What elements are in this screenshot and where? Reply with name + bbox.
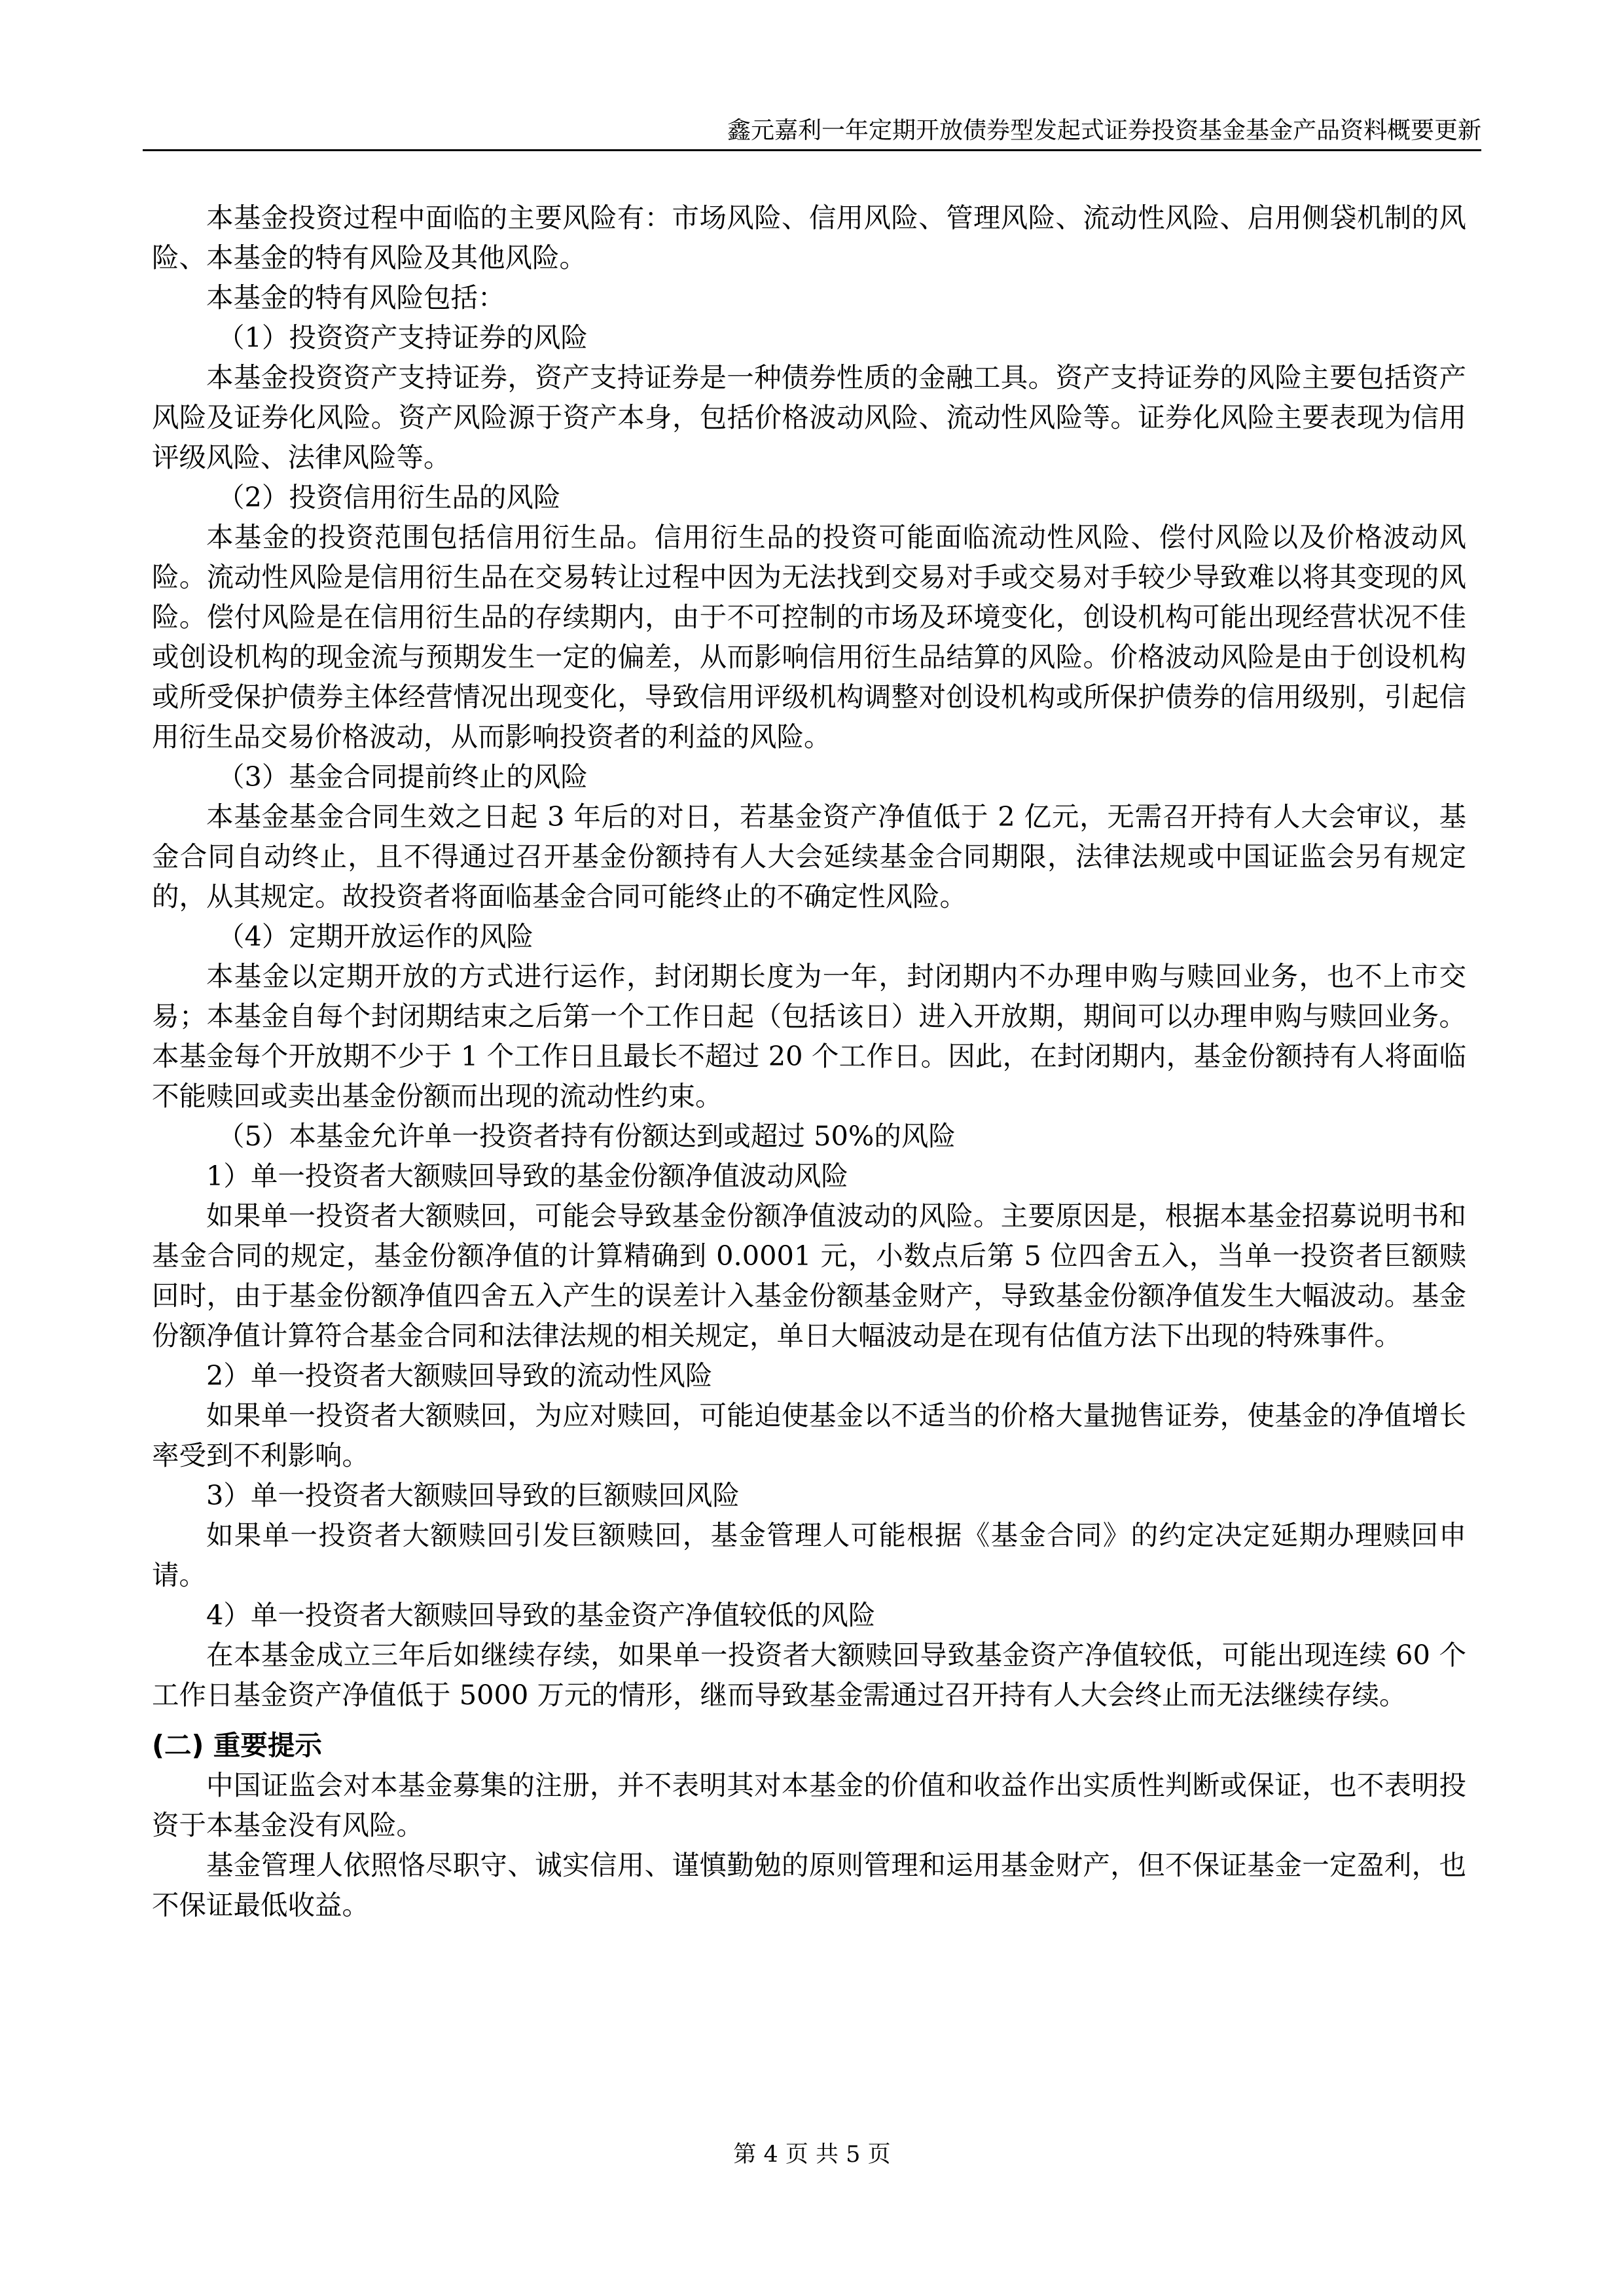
subheading-early-termination-risk: （3）基金合同提前终止的风险 <box>217 761 588 793</box>
subheading-abs-risk: （1）投资资产支持证券的风险 <box>217 321 588 353</box>
subheading-single-investor-risk: （5）本基金允许单一投资者持有份额达到或超过 50%的风险 <box>217 1120 956 1152</box>
page-number: 第 4 页 共 5 页 <box>733 2142 891 2168</box>
subheading-low-nav-risk: 4）单一投资者大额赎回导致的基金资产净值较低的风险 <box>206 1599 876 1631</box>
paragraph-nav-volatility: 如果单一投资者大额赎回，可能会导致基金份额净值波动的风险。主要原因是，根据本基金招募说明书和基金合同的规定，基金份额净值的计算精确到 0.0001 元，小数点后第 5 位四舍五入，当单一投资者巨额赎回时，由于基金份额净值四舍五入产生的误差计入基金份额基金财产，导致基金份额净值发生大幅波动。基金份额净值计算符合基金合同和法律法规的相关规定，单日大幅波动是在现有估值方法下出现的特殊事件。 <box>152 1200 1466 1352</box>
subheading-periodic-open-risk: （4）定期开放运作的风险 <box>217 920 533 952</box>
section-heading-important-notice: (二) 重要提示 <box>152 1729 322 1761</box>
running-header: 鑫元嘉利一年定期开放债券型发起式证券投资基金基金产品资料概要更新 <box>143 113 1481 151</box>
paragraph-main-risks: 本基金投资过程中面临的主要风险有：市场风险、信用风险、管理风险、流动性风险、启用侧袋机制的风险、本基金的特有风险及其他风险。 <box>152 202 1466 274</box>
paragraph-low-nav-risk: 在本基金成立三年后如继续存续，如果单一投资者大额赎回导致基金资产净值较低，可能出现连续 60 个工作日基金资产净值低于 5000 万元的情形，继而导致基金需通过召开持有人大会终止而无法继续存续。 <box>152 1639 1466 1711</box>
subheading-liquidity-risk: 2）单一投资者大额赎回导致的流动性风险 <box>206 1359 713 1391</box>
paragraph-early-termination-risk: 本基金基金合同生效之日起 3 年后的对日，若基金资产净值低于 2 亿元，无需召开持有人大会审议，基金合同自动终止，且不得通过召开基金份额持有人大会延续基金合同期限，法律法规或中国证监会另有规定的，从其规定。故投资者将面临基金合同可能终止的不确定性风险。 <box>152 800 1466 912</box>
subheading-nav-volatility: 1）单一投资者大额赎回导致的基金份额净值波动风险 <box>206 1160 848 1192</box>
paragraph-credit-derivative-risk: 本基金的投资范围包括信用衍生品。信用衍生品的投资可能面临流动性风险、偿付风险以及价格波动风险。流动性风险是信用衍生品在交易转让过程中因为无法找到交易对手或交易对手较少导致难以将其变现的风险。偿付风险是在信用衍生品的存续期内，由于不可控制的市场及环境变化，创设机构可能出现经营状况不佳或创设机构的现金流与预期发生一定的偏差，从而影响信用衍生品结算的风险。价格波动风险是由于创设机构或所受保护债券主体经营情况出现变化，导致信用评级机构调整对创设机构或所保护债券的信用级别，引起信用衍生品交易价格波动，从而影响投资者的利益的风险。 <box>152 521 1466 753</box>
paragraph-large-redemption-risk: 如果单一投资者大额赎回引发巨额赎回，基金管理人可能根据《基金合同》的约定决定延期办理赎回申请。 <box>152 1519 1466 1591</box>
paragraph-csrc-notice: 中国证监会对本基金募集的注册，并不表明其对本基金的价值和收益作出实质性判断或保证，也不表明投资于本基金没有风险。 <box>152 1769 1466 1841</box>
document-body <box>152 198 1466 1925</box>
paragraph-abs-risk: 本基金投资资产支持证券，资产支持证券是一种债券性质的金融工具。资产支持证券的风险主要包括资产风险及证券化风险。资产风险源于资产本身，包括价格波动风险、流动性风险等。证券化风险主要表现为信用评级风险、法律风险等。 <box>152 361 1466 473</box>
paragraph-liquidity-risk: 如果单一投资者大额赎回，为应对赎回，可能迫使基金以不适当的价格大量抛售证券，使基金的净值增长率受到不利影响。 <box>152 1399 1466 1471</box>
paragraph-manager-notice: 基金管理人依照恪尽职守、诚实信用、谨慎勤勉的原则管理和运用基金财产，但不保证基金一定盈利，也不保证最低收益。 <box>152 1849 1466 1921</box>
paragraph-periodic-open-risk: 本基金以定期开放的方式进行运作，封闭期长度为一年，封闭期内不办理申购与赎回业务，也不上市交易；本基金自每个封闭期结束之后第一个工作日起（包括该日）进入开放期，期间可以办理申购与赎回业务。本基金每个开放期不少于 1 个工作日且最长不超过 20 个工作日。因此，在封闭期内，基金份额持有人将面临不能赎回或卖出基金份额而出现的流动性约束。 <box>152 960 1466 1112</box>
subheading-large-redemption-risk: 3）单一投资者大额赎回导致的巨额赎回风险 <box>206 1479 740 1511</box>
subheading-credit-derivative-risk: （2）投资信用衍生品的风险 <box>217 481 561 513</box>
paragraph-specific-risks-intro: 本基金的特有风险包括： <box>206 281 505 314</box>
